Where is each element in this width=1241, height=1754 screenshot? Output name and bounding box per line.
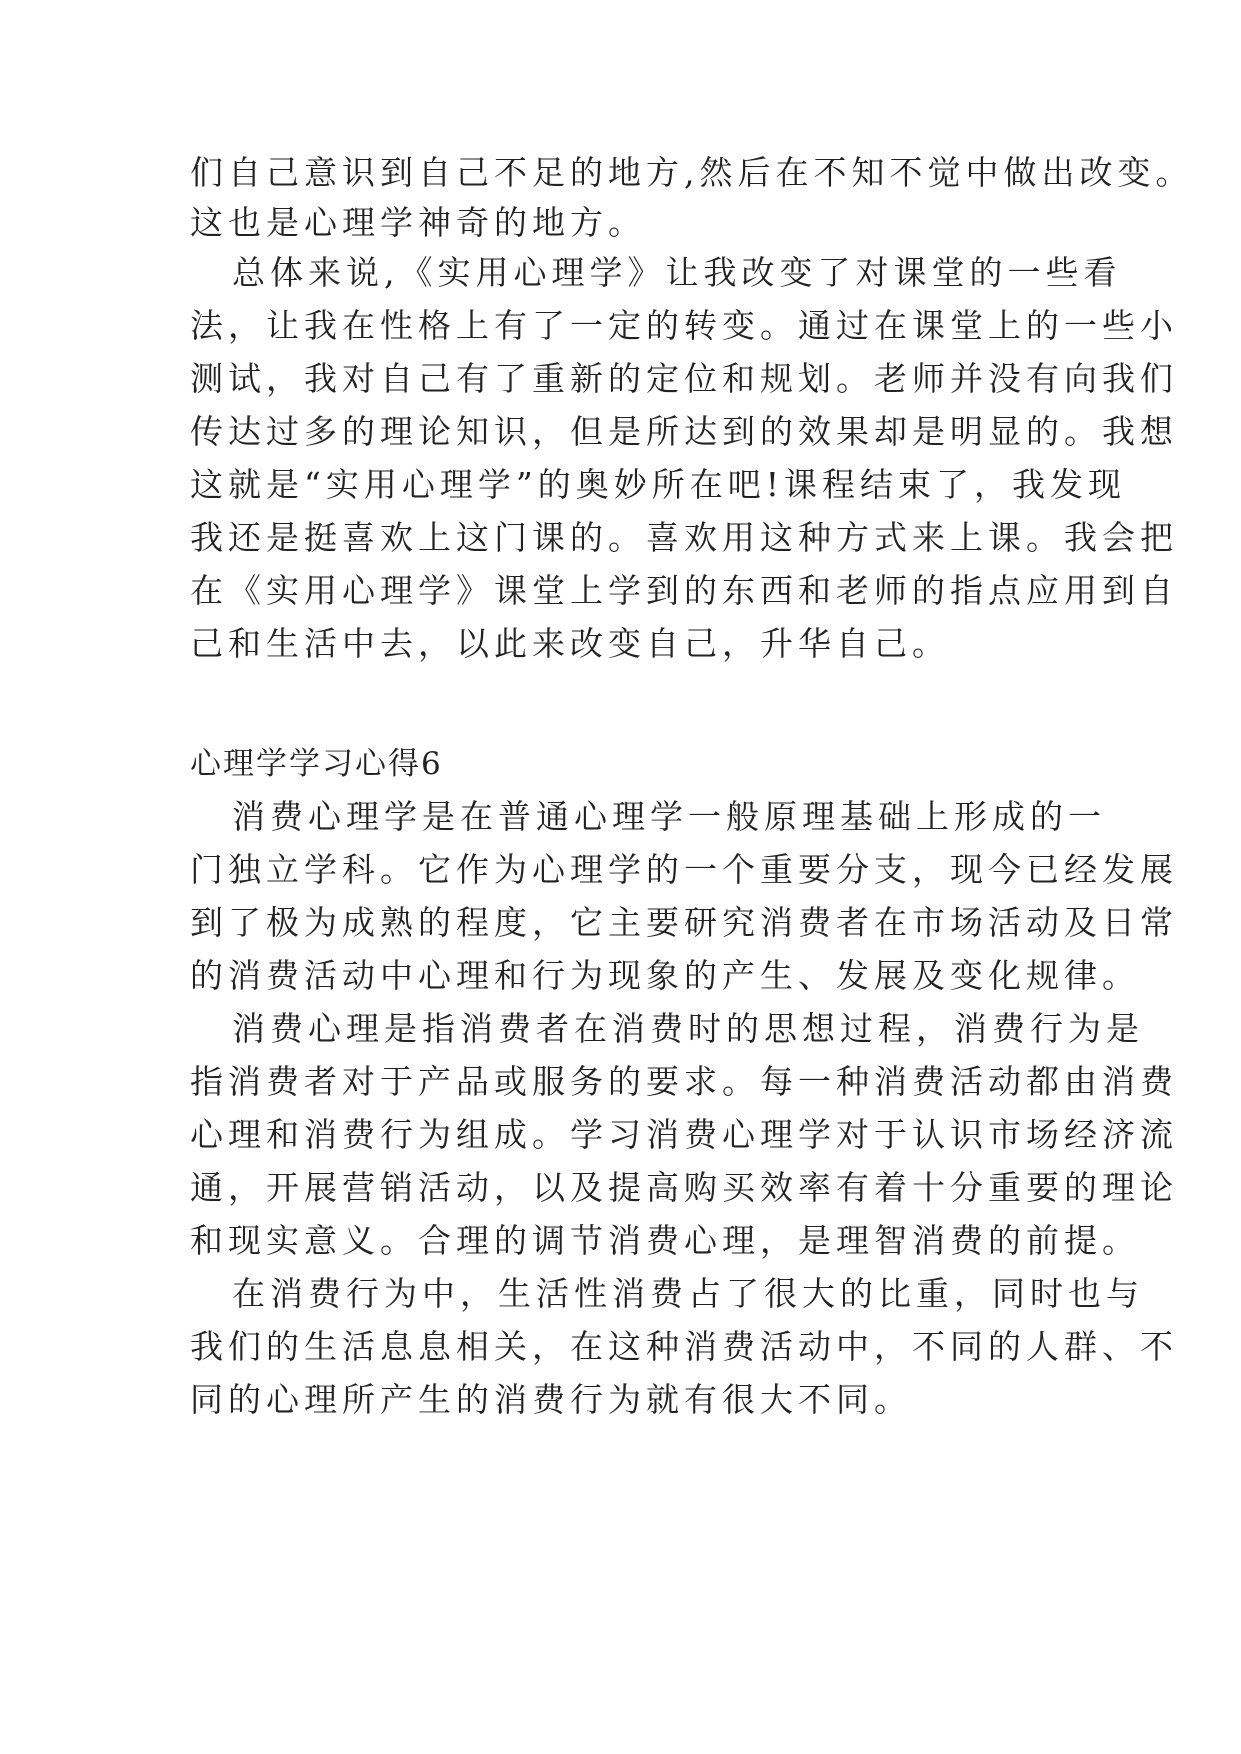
p2-line-2: 指消费者对于产品或服务的要求。每一种消费活动都由消费 — [190, 1062, 1178, 1101]
conclusion-line-4: 传达过多的理论知识，但是所达到的效果却是明显的。我想 — [190, 412, 1178, 451]
intro-line-1: 们自己意识到自己不足的地方,然后在不知不觉中做出改变。 — [190, 153, 1194, 192]
p2-line-4: 通，开展营销活动，以及提高购买效率有着十分重要的理论 — [190, 1168, 1178, 1207]
p2-line-3: 心理和消费行为组成。学习消费心理学对于认识市场经济流 — [190, 1115, 1178, 1154]
p3-line-2: 我们的生活息息相关，在这种消费活动中，不同的人群、不 — [190, 1327, 1178, 1366]
conclusion-line-5: 这就是“实用心理学”的奥妙所在吧!课程结束了，我发现 — [190, 465, 1127, 504]
conclusion-line-6: 我还是挺喜欢上这门课的。喜欢用这种方式来上课。我会把 — [190, 518, 1178, 557]
p1-line-4: 的消费活动中心理和行为现象的产生、发展及变化规律。 — [190, 956, 1140, 995]
p3-line-3: 同的心理所产生的消费行为就有很大不同。 — [190, 1380, 912, 1419]
conclusion-line-7: 在《实用心理学》课堂上学到的东西和老师的指点应用到自 — [190, 571, 1178, 610]
p1-line-2: 门独立学科。它作为心理学的一个重要分支，现今已经发展 — [190, 850, 1178, 889]
p1-line-3: 到了极为成熟的程度，它主要研究消费者在市场活动及日常 — [190, 903, 1178, 942]
intro-line-2: 这也是心理学神奇的地方。 — [190, 203, 646, 242]
section-heading: 心理学学习心得6 — [190, 746, 443, 782]
p3-line-1: 在消费行为中，生活性消费占了很大的比重，同时也与 — [232, 1274, 1144, 1313]
conclusion-line-2: 法，让我在性格上有了一定的转变。通过在课堂上的一些小 — [190, 306, 1178, 345]
conclusion-line-8: 己和生活中去，以此来改变自己，升华自己。 — [190, 624, 950, 663]
p1-line-1: 消费心理学是在普通心理学一般原理基础上形成的一 — [232, 797, 1106, 836]
p2-line-1: 消费心理是指消费者在消费时的思想过程，消费行为是 — [232, 1009, 1144, 1048]
p2-line-5: 和现实意义。合理的调节消费心理，是理智消费的前提。 — [190, 1221, 1140, 1260]
conclusion-line-1: 总体来说,《实用心理学》让我改变了对课堂的一些看 — [232, 253, 1122, 292]
conclusion-line-3: 测试，我对自己有了重新的定位和规划。老师并没有向我们 — [190, 359, 1178, 398]
